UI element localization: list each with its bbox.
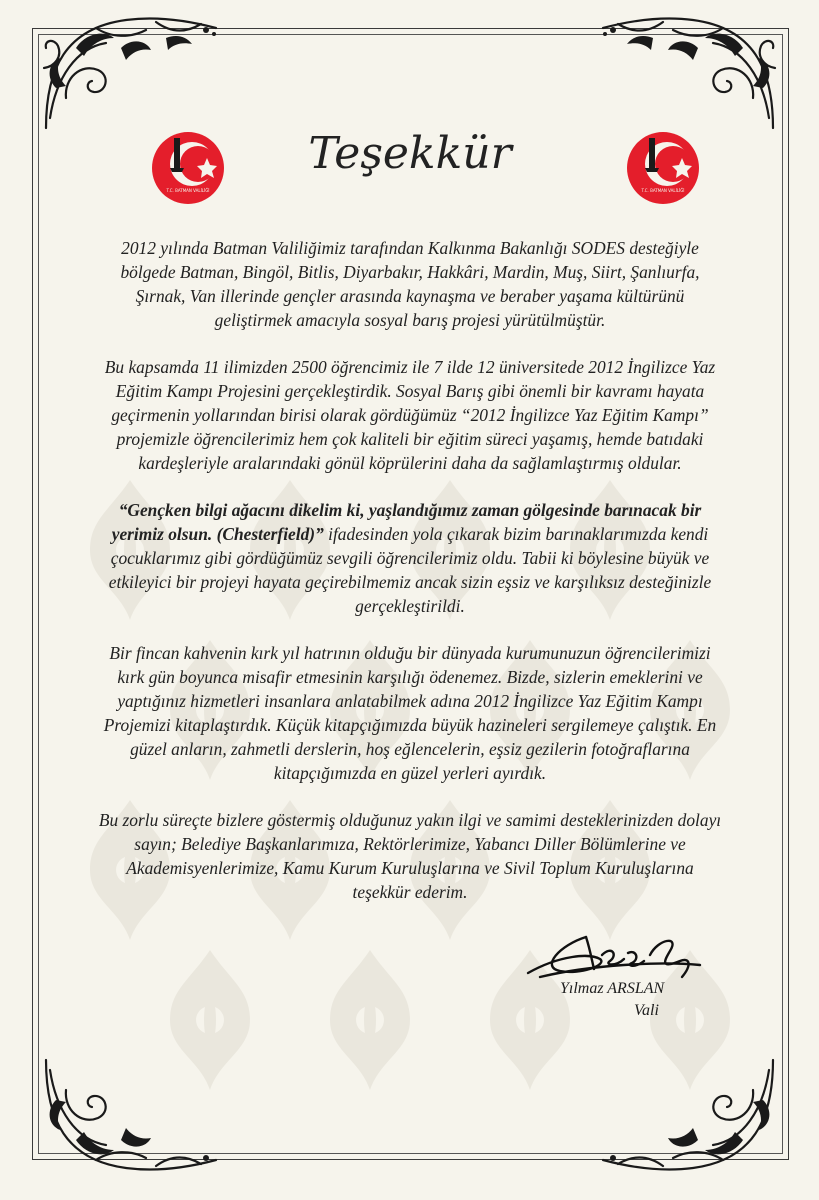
- letter-body: [96, 236, 724, 927]
- logo-text: T.C. BATMAN VALİLİĞİ: [641, 188, 685, 193]
- paragraph-1: 2012 yılında Batman Valiliğimiz tarafından Kalkınma Bakanlığı SODES desteğiyle bölgede Batman, Bingöl, Bitlis, Diyarbakır, Hakkâri, Mardin, Muş, Siirt, Şanlıurfa, Şırnak, Van illerinde gençler arasında kaynaşma ve beraber yaşama kültürünü geliştirmek amacıyla sosyal barış projesi yürütülmüştür.: [120, 238, 700, 330]
- paragraph-2: Bu kapsamda 11 ilimizden 2500 öğrencimiz ile 7 ilde 12 üniversitede 2012 İngilizce Yaz Eğitim Kampı Projesini gerçekleştirdik. Sosyal Barış gibi önemli bir kavramı hayata geçirmenin yollarından birisi olarak gördüğümüz “2012 İngilizce Yaz Eğitim Kampı” projemizle öğrencilerimiz hem çok kaliteli bir eğitim süreci yaşamış, hemde batıdaki kardeşleriyle aralarındaki gönül köprülerini daha da sağlamlaştırmış oldular.: [104, 357, 716, 473]
- corner-ornament-icon: [36, 8, 226, 138]
- batman-valiligi-logo-icon: [623, 128, 703, 208]
- corner-ornament-icon: [593, 1050, 783, 1180]
- page-title: Teşekkür: [308, 128, 512, 179]
- corner-ornament-icon: [593, 8, 783, 138]
- corner-ornament-icon: [36, 1050, 226, 1180]
- paragraph-4: Bu zorlu süreçte bizlere göstermiş olduğunuz yakın ilgi ve samimi desteklerinizden dolayı sayın; Belediye Başkanlarımıza, Rektörlerimize, Yabancı Diller Bölümlerine ve Akademisyenlerimize, Kamu Kurum Kuruluşlarına ve Sivil Toplum Kuruluşlarına teşekkür ederim.: [98, 810, 722, 902]
- logo-text: T.C. BATMAN VALİLİĞİ: [166, 188, 210, 193]
- paragraph-quote: [96, 498, 724, 618]
- signatory-name: Yılmaz ARSLAN: [560, 980, 665, 997]
- chesterfield-quote: “Gençken bilgi ağacını dikelim ki, yaşlandığımız zaman gölgesinde barınacak bir yerimiz olsun. (Chesterfield)”: [111, 500, 702, 544]
- signatory-title: Vali: [634, 1002, 659, 1019]
- paragraph-3: Bir fincan kahvenin kırk yıl hatrının olduğu bir dünyada kurumunuzun öğrencilerimizi kırk gün boyunca misafir etmesinin karşılığı ödenemez. Bizde, sizlerin emeklerini ve yaptığınız hizmetleri insanlara anlatabilmek adına 2012 İngilizce Yaz Eğitim Kampı Projemizi kitaplaştırdık. Küçük kitapçığımızda büyük hazineleri sergilemeye çalıştık. En güzel anların, zahmetli derslerin, hoş eğlencelerin, eşsiz gezilerin fotoğraflarına kitapçığımızda en güzel yerleri ayırdık.: [103, 643, 717, 783]
- quote-continuation: ifadesinden yola çıkarak bizim barınaklarımızda kendi çocuklarımız gibi gördüğümüz sevgili öğrencilerimiz oldu. Tabii ki böylesine büyük ve etkileyici bir projeyi hayata geçirebilmemiz ancak sizin eşsiz ve karşılıksız desteğinizle gerçekleştirildi.: [108, 524, 712, 616]
- batman-valiligi-logo-icon: [148, 128, 228, 208]
